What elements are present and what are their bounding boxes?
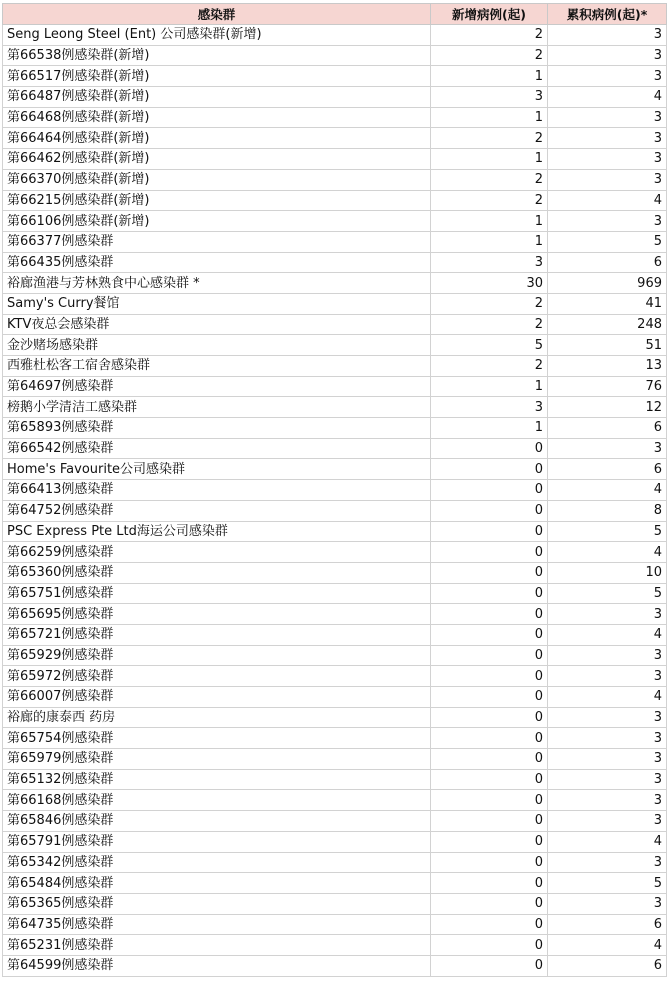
table-row [3, 873, 667, 894]
cell-cluster-name: 第65972例感染群 [3, 666, 431, 687]
table-row [3, 707, 667, 728]
cell-new-cases: 2 [431, 169, 548, 190]
cell-total-cases: 3 [548, 749, 667, 770]
cell-cluster-name: 第66462例感染群(新增) [3, 149, 431, 170]
cell-total-cases: 4 [548, 935, 667, 956]
cell-total-cases: 3 [548, 790, 667, 811]
cell-new-cases: 0 [431, 914, 548, 935]
cell-total-cases: 6 [548, 252, 667, 273]
table-row [3, 480, 667, 501]
table-row [3, 418, 667, 439]
cell-total-cases: 6 [548, 459, 667, 480]
table-row [3, 914, 667, 935]
cell-cluster-name: 第65695例感染群 [3, 604, 431, 625]
table-row [3, 604, 667, 625]
cell-cluster-name: 第65360例感染群 [3, 562, 431, 583]
cell-cluster-name: 金沙赌场感染群 [3, 335, 431, 356]
cell-total-cases: 3 [548, 149, 667, 170]
cell-total-cases: 4 [548, 190, 667, 211]
table-row [3, 190, 667, 211]
cell-cluster-name: 榜鹅小学清洁工感染群 [3, 397, 431, 418]
table-row [3, 45, 667, 66]
cell-total-cases: 4 [548, 480, 667, 501]
cell-cluster-name: 第66106例感染群(新增) [3, 211, 431, 232]
cell-new-cases: 0 [431, 624, 548, 645]
cell-new-cases: 1 [431, 149, 548, 170]
cell-total-cases: 3 [548, 438, 667, 459]
cell-cluster-name: PSC Express Pte Ltd海运公司感染群 [3, 521, 431, 542]
table-row [3, 397, 667, 418]
table-row [3, 935, 667, 956]
cell-cluster-name: 第65754例感染群 [3, 728, 431, 749]
cell-new-cases: 0 [431, 852, 548, 873]
table-row [3, 376, 667, 397]
table-row [3, 624, 667, 645]
table-row [3, 542, 667, 563]
cell-new-cases: 3 [431, 252, 548, 273]
cell-cluster-name: KTV夜总会感染群 [3, 314, 431, 335]
cell-new-cases: 0 [431, 645, 548, 666]
table-row [3, 955, 667, 976]
cell-cluster-name: 第66370例感染群(新增) [3, 169, 431, 190]
cell-new-cases: 2 [431, 25, 548, 46]
table-row [3, 314, 667, 335]
cell-total-cases: 6 [548, 955, 667, 976]
cell-new-cases: 30 [431, 273, 548, 294]
cell-new-cases: 0 [431, 790, 548, 811]
cell-total-cases: 76 [548, 376, 667, 397]
cell-new-cases: 3 [431, 87, 548, 108]
cell-new-cases: 0 [431, 893, 548, 914]
cell-total-cases: 8 [548, 500, 667, 521]
cell-cluster-name: 第66542例感染群 [3, 438, 431, 459]
cell-total-cases: 969 [548, 273, 667, 294]
table-row [3, 356, 667, 377]
cell-cluster-name: 第65132例感染群 [3, 769, 431, 790]
cell-new-cases: 0 [431, 749, 548, 770]
table-row [3, 790, 667, 811]
cell-new-cases: 0 [431, 500, 548, 521]
table-row [3, 645, 667, 666]
cell-cluster-name: 第66259例感染群 [3, 542, 431, 563]
header-new-cases: 新增病例(起) [431, 4, 548, 25]
table-row [3, 335, 667, 356]
cell-cluster-name: 第65979例感染群 [3, 749, 431, 770]
table-row [3, 293, 667, 314]
cell-new-cases: 1 [431, 376, 548, 397]
cell-total-cases: 3 [548, 66, 667, 87]
table-row [3, 666, 667, 687]
cell-new-cases: 0 [431, 604, 548, 625]
cell-total-cases: 3 [548, 893, 667, 914]
cell-cluster-name: 第65484例感染群 [3, 873, 431, 894]
cell-total-cases: 4 [548, 624, 667, 645]
cell-total-cases: 3 [548, 852, 667, 873]
cell-new-cases: 0 [431, 521, 548, 542]
cell-total-cases: 13 [548, 356, 667, 377]
table-row [3, 169, 667, 190]
cell-total-cases: 3 [548, 666, 667, 687]
table-row [3, 87, 667, 108]
cell-new-cases: 0 [431, 583, 548, 604]
table-row [3, 252, 667, 273]
cell-total-cases: 4 [548, 542, 667, 563]
cell-new-cases: 0 [431, 811, 548, 832]
cell-total-cases: 3 [548, 107, 667, 128]
cell-cluster-name: 第64735例感染群 [3, 914, 431, 935]
cell-cluster-name: Seng Leong Steel (Ent) 公司感染群(新增) [3, 25, 431, 46]
cell-new-cases: 2 [431, 128, 548, 149]
cell-total-cases: 3 [548, 45, 667, 66]
cell-total-cases: 3 [548, 769, 667, 790]
cell-cluster-name: 第66377例感染群 [3, 231, 431, 252]
table-header-row [3, 4, 667, 25]
table-row [3, 728, 667, 749]
table-row [3, 107, 667, 128]
cell-total-cases: 3 [548, 604, 667, 625]
cell-total-cases: 3 [548, 645, 667, 666]
cell-cluster-name: 第65231例感染群 [3, 935, 431, 956]
cell-new-cases: 1 [431, 66, 548, 87]
cell-cluster-name: 第65342例感染群 [3, 852, 431, 873]
table-row [3, 438, 667, 459]
cell-new-cases: 2 [431, 190, 548, 211]
table-row [3, 749, 667, 770]
cell-total-cases: 3 [548, 25, 667, 46]
cell-cluster-name: 第66468例感染群(新增) [3, 107, 431, 128]
table-row [3, 25, 667, 46]
cell-cluster-name: 第65791例感染群 [3, 831, 431, 852]
cell-cluster-name: 第65929例感染群 [3, 645, 431, 666]
header-total-cases: 累积病例(起)* [548, 4, 667, 25]
cell-new-cases: 3 [431, 397, 548, 418]
table-row [3, 231, 667, 252]
cell-cluster-name: 第64752例感染群 [3, 500, 431, 521]
table-row [3, 128, 667, 149]
cell-total-cases: 4 [548, 687, 667, 708]
cell-total-cases: 12 [548, 397, 667, 418]
table-row [3, 831, 667, 852]
table-row [3, 562, 667, 583]
cell-cluster-name: 第65721例感染群 [3, 624, 431, 645]
cell-new-cases: 1 [431, 107, 548, 128]
cell-total-cases: 6 [548, 418, 667, 439]
table-row [3, 811, 667, 832]
table-row [3, 273, 667, 294]
cell-cluster-name: 第66517例感染群(新增) [3, 66, 431, 87]
cell-new-cases: 0 [431, 687, 548, 708]
cell-cluster-name: 第65893例感染群 [3, 418, 431, 439]
cell-cluster-name: 第64599例感染群 [3, 955, 431, 976]
cell-new-cases: 0 [431, 562, 548, 583]
cell-total-cases: 51 [548, 335, 667, 356]
table-row [3, 583, 667, 604]
cluster-table [2, 3, 667, 977]
cell-new-cases: 0 [431, 935, 548, 956]
cell-cluster-name: 第66538例感染群(新增) [3, 45, 431, 66]
cell-total-cases: 3 [548, 169, 667, 190]
table-row [3, 149, 667, 170]
cell-total-cases: 5 [548, 521, 667, 542]
cell-cluster-name: 第65751例感染群 [3, 583, 431, 604]
table-row [3, 852, 667, 873]
cell-total-cases: 10 [548, 562, 667, 583]
cell-new-cases: 0 [431, 873, 548, 894]
cell-total-cases: 3 [548, 707, 667, 728]
cell-cluster-name: 第66007例感染群 [3, 687, 431, 708]
cell-cluster-name: 裕廊的康泰西 药房 [3, 707, 431, 728]
cell-new-cases: 2 [431, 356, 548, 377]
table-row [3, 211, 667, 232]
cell-new-cases: 2 [431, 45, 548, 66]
cell-new-cases: 0 [431, 459, 548, 480]
cell-new-cases: 0 [431, 480, 548, 501]
cell-cluster-name: Home's Favourite公司感染群 [3, 459, 431, 480]
cell-total-cases: 3 [548, 211, 667, 232]
cell-total-cases: 248 [548, 314, 667, 335]
cell-new-cases: 0 [431, 831, 548, 852]
cell-new-cases: 0 [431, 542, 548, 563]
cell-cluster-name: 第66413例感染群 [3, 480, 431, 501]
cell-total-cases: 3 [548, 728, 667, 749]
table-row [3, 687, 667, 708]
cell-total-cases: 5 [548, 873, 667, 894]
cell-new-cases: 0 [431, 707, 548, 728]
cell-cluster-name: 第66435例感染群 [3, 252, 431, 273]
table-row [3, 500, 667, 521]
cell-cluster-name: 裕廊渔港与芳林熟食中心感染群 * [3, 273, 431, 294]
cell-cluster-name: 第66215例感染群(新增) [3, 190, 431, 211]
cell-new-cases: 0 [431, 728, 548, 749]
cell-new-cases: 2 [431, 314, 548, 335]
cell-new-cases: 1 [431, 231, 548, 252]
cell-new-cases: 2 [431, 293, 548, 314]
cell-total-cases: 3 [548, 128, 667, 149]
cell-cluster-name: 第66168例感染群 [3, 790, 431, 811]
cell-total-cases: 3 [548, 811, 667, 832]
table-row [3, 893, 667, 914]
cell-total-cases: 4 [548, 87, 667, 108]
table-row [3, 66, 667, 87]
cell-new-cases: 5 [431, 335, 548, 356]
cell-cluster-name: 第65846例感染群 [3, 811, 431, 832]
header-cluster: 感染群 [3, 4, 431, 25]
cell-total-cases: 4 [548, 831, 667, 852]
cell-cluster-name: 第64697例感染群 [3, 376, 431, 397]
cell-new-cases: 1 [431, 211, 548, 232]
cell-total-cases: 6 [548, 914, 667, 935]
table-row [3, 769, 667, 790]
cell-cluster-name: 第66487例感染群(新增) [3, 87, 431, 108]
cell-total-cases: 41 [548, 293, 667, 314]
table-row [3, 459, 667, 480]
cell-new-cases: 1 [431, 418, 548, 439]
cell-new-cases: 0 [431, 769, 548, 790]
cell-new-cases: 0 [431, 955, 548, 976]
cell-cluster-name: 第65365例感染群 [3, 893, 431, 914]
cell-new-cases: 0 [431, 438, 548, 459]
cell-cluster-name: 西雅杜松客工宿舍感染群 [3, 356, 431, 377]
cell-cluster-name: Samy's Curry餐馆 [3, 293, 431, 314]
table-row [3, 521, 667, 542]
cell-total-cases: 5 [548, 231, 667, 252]
cell-new-cases: 0 [431, 666, 548, 687]
cell-total-cases: 5 [548, 583, 667, 604]
cell-cluster-name: 第66464例感染群(新增) [3, 128, 431, 149]
